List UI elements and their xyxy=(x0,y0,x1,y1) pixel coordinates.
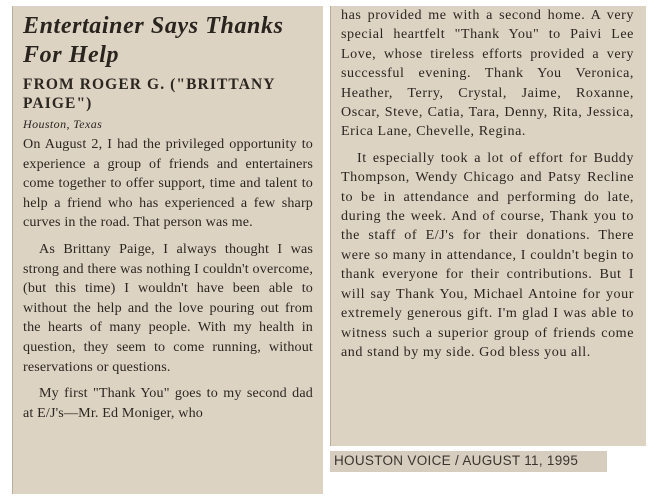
source-separator: / xyxy=(454,453,460,468)
article-headline xyxy=(23,12,313,70)
headline-line-1: Entertainer Says Thanks xyxy=(23,13,284,39)
byline-line-1: FROM ROGER G. ("BRITTANY xyxy=(23,76,276,93)
source-date: AUGUST 11, 1995 xyxy=(462,453,579,468)
paragraph-3-start: My first "Thank You" goes to my second dad at E/J's—Mr. Ed Moniger, who xyxy=(23,385,313,421)
paragraph-3-continued: has provided me with a second home. A very special heartfelt "Thank You" to Paivi Lee Love, whose tireless efforts provided a very successful evening. Thank You Veronica, Heather, Terry, Crystal, Jaime, Roxanne, Oscar, Steve, Catia, Tara, Denny, Rita, Jessica, Erica Lane, Chevelle, Regina. xyxy=(341,7,634,140)
paragraph-2: As Brittany Paige, I always thought I was strong and there was nothing I couldn't overcome, (but this time) I wouldn't have been able to without the help and the love pouring out from the hearts of many people. With my health in question, they seem to come running, without reservations or questions. xyxy=(23,240,313,375)
paragraph-1: On August 2, I had the privileged opportunity to experience a group of friends and entertainers come together to offer support, time and talent to help a friend who has experienced a few sharp curves in the road. That person was me. xyxy=(23,136,313,231)
paragraph-4: It especially took a lot of effort for Buddy Thompson, Wendy Chicago and Patsy Recline to be in attendance and performing do late, during the week. And of course, Thank you to the staff of E/J's for their donations. There were so many in attendance, I couldn't begin to thank everyone for their contributions. But I will say Thank You, Michael Antoine for your extremely generous gift. I'm glad I was able to witness such a superior group of friends come and stand by my side. God bless you all. xyxy=(341,149,634,360)
byline-line-2: PAIGE") xyxy=(23,95,93,112)
byline-location: Houston, Texas xyxy=(23,117,103,131)
article-byline xyxy=(23,75,313,113)
source-publication: HOUSTON VOICE xyxy=(334,453,451,468)
headline-line-2: For Help xyxy=(23,42,120,68)
article-clipping-right xyxy=(330,6,646,446)
source-caption xyxy=(330,451,607,472)
article-clipping-left xyxy=(12,6,323,494)
